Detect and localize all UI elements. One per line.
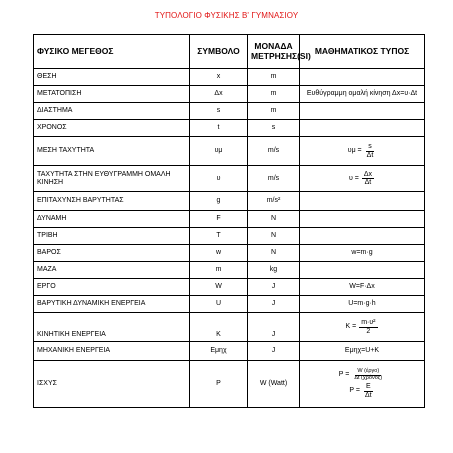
formula-lhs: υ =: [348, 174, 359, 182]
quantity-unit: m/s²: [248, 192, 300, 211]
quantity-unit: m/s: [248, 166, 300, 192]
quantity-name: ΧΡΟΝΟΣ: [34, 120, 190, 137]
quantity-name: ΤΑΧΥΤΗΤΑ ΣΤΗΝ ΕΥΘΥΓΡΑΜΜΗ ΟΜΑΛΗ ΚΙΝΗΣΗ: [34, 166, 190, 192]
quantity-name: ΤΡΙΒΗ: [34, 228, 190, 245]
formula-lhs: υμ =: [347, 147, 362, 155]
formula-numerator: E: [365, 383, 371, 391]
formula-fraction: [352, 369, 384, 382]
quantity-unit: J: [248, 313, 300, 342]
quantity-symbol: W: [190, 279, 248, 296]
quantity-name: ΜΕΤΑΤΟΠΙΣΗ: [34, 86, 190, 103]
quantity-name: ΕΡΓΟ: [34, 279, 190, 296]
quantity-unit: N: [248, 228, 300, 245]
quantity-name: ΒΑΡΥΤΙΚΗ ΔΥΝΑΜΙΚΗ ΕΝΕΡΓΕΙΑ: [34, 296, 190, 313]
quantity-symbol: Δx: [190, 86, 248, 103]
quantity-name: ΔΥΝΑΜΗ: [34, 211, 190, 228]
table-row: [34, 192, 425, 211]
quantity-formula: [300, 313, 425, 342]
quantity-formula: w=m·g: [300, 245, 425, 262]
header-row: [34, 35, 425, 69]
table-row: [34, 86, 425, 103]
table-row: [34, 211, 425, 228]
quantity-unit: m/s: [248, 137, 300, 166]
formula-fraction: [359, 319, 377, 335]
quantity-unit: N: [248, 245, 300, 262]
quantity-symbol: K: [190, 313, 248, 342]
header-unit-line2: ΜΕΤΡΗΣΗΣ(SI): [251, 50, 311, 61]
header-formula: ΜΑΘΗΜΑΤΙΚΟΣ ΤΥΠΟΣ: [300, 35, 425, 69]
quantity-symbol: t: [190, 120, 248, 137]
quantity-symbol: m: [190, 262, 248, 279]
quantity-unit: J: [248, 342, 300, 361]
formula-denominator: Δt: [366, 151, 374, 159]
header-quantity: ΦΥΣΙΚΟ ΜΕΓΕΘΟΣ: [34, 35, 190, 69]
quantity-formula: [300, 361, 425, 408]
quantity-symbol: Eμηχ: [190, 342, 248, 361]
table-row: [34, 166, 425, 192]
quantity-symbol: υ: [190, 166, 248, 192]
formula-denominator: 2: [366, 327, 371, 335]
quantity-unit: m: [248, 69, 300, 86]
quantity-unit: kg: [248, 262, 300, 279]
formula-numerator: m·υ²: [361, 319, 376, 327]
formula-lhs: K =: [345, 323, 357, 331]
quantity-formula: W=F·Δx: [300, 279, 425, 296]
table-row: [34, 296, 425, 313]
formula-denominator: Δt: [364, 179, 372, 186]
formula-fraction: [363, 383, 374, 399]
quantity-name: ΜΕΣΗ ΤΑΧΥΤΗΤΑ: [34, 137, 190, 166]
quantity-unit: N: [248, 211, 300, 228]
quantity-symbol: P: [190, 361, 248, 408]
quantity-name: ΕΠΙΤΑΧΥΝΣΗ ΒΑΡΥΤΗΤΑΣ: [34, 192, 190, 211]
quantity-unit: J: [248, 279, 300, 296]
quantity-symbol: g: [190, 192, 248, 211]
quantity-name: ΚΙΝΗΤΙΚΗ ΕΝΕΡΓΕΙΑ: [34, 313, 190, 342]
formula-denominator: Δt (χρόνος): [354, 374, 383, 381]
table-row: [34, 69, 425, 86]
quantity-name: ΜΗΧΑΝΙΚΗ ΕΝΕΡΓΕΙΑ: [34, 342, 190, 361]
quantity-formula: [300, 137, 425, 166]
quantity-symbol: s: [190, 103, 248, 120]
formula-numerator: s: [368, 143, 372, 151]
quantity-symbol: υμ: [190, 137, 248, 166]
quantity-name: ΒΑΡΟΣ: [34, 245, 190, 262]
table-row: [34, 361, 425, 408]
quantity-name: ΜΑΖΑ: [34, 262, 190, 279]
table-row: [34, 245, 425, 262]
formula-fraction: [362, 171, 374, 187]
quantity-formula: [300, 103, 425, 120]
formula-numerator: W (έργο): [357, 367, 380, 374]
header-symbol: ΣΥΜΒΟΛΟ: [190, 35, 248, 69]
formula-lhs: P =: [349, 387, 360, 395]
formula-denominator: Δt: [364, 391, 372, 399]
table-row: [34, 262, 425, 279]
quantity-formula: [300, 228, 425, 245]
quantity-formula: [300, 211, 425, 228]
quantity-name: ΔΙΑΣΤΗΜΑ: [34, 103, 190, 120]
table-row: [34, 103, 425, 120]
table-row: [34, 137, 425, 166]
table-row: [34, 342, 425, 361]
quantity-formula: Ευθύγραμμη ομαλή κίνηση Δx=υ·Δt: [300, 86, 425, 103]
quantity-symbol: T: [190, 228, 248, 245]
quantity-symbol: F: [190, 211, 248, 228]
quantity-formula: [300, 192, 425, 211]
quantity-formula: Eμηχ=U+K: [300, 342, 425, 361]
formula-fraction: [365, 143, 376, 159]
quantity-symbol: x: [190, 69, 248, 86]
quantity-symbol: w: [190, 245, 248, 262]
formula-numerator: Δx: [363, 170, 373, 178]
quantity-formula: [300, 262, 425, 279]
quantity-unit: s: [248, 120, 300, 137]
table-row: [34, 120, 425, 137]
table-row: [34, 279, 425, 296]
quantity-formula: [300, 166, 425, 192]
table-row: [34, 228, 425, 245]
quantity-unit: J: [248, 296, 300, 313]
header-unit-line1: ΜΟΝΑΔΑ: [254, 41, 293, 52]
quantity-name: ΙΣΧΥΣ: [34, 361, 190, 408]
quantity-symbol: U: [190, 296, 248, 313]
quantity-unit: m: [248, 103, 300, 120]
quantity-formula: [300, 69, 425, 86]
quantity-formula: U=m·g·h: [300, 296, 425, 313]
document-title: ΤΥΠΟΛΟΓΙΟ ΦΥΣΙΚΗΣ Β' ΓΥΜΝΑΣΙΟΥ: [154, 11, 299, 20]
quantity-unit: W (Watt): [248, 361, 300, 408]
header-unit: [248, 35, 311, 69]
formula-lhs: P =: [338, 371, 350, 379]
table-row: [34, 313, 425, 342]
quantity-unit: m: [248, 86, 300, 103]
quantity-formula: [300, 120, 425, 137]
quantity-name: ΘΕΣΗ: [34, 69, 190, 86]
physics-formula-table: [33, 34, 425, 408]
